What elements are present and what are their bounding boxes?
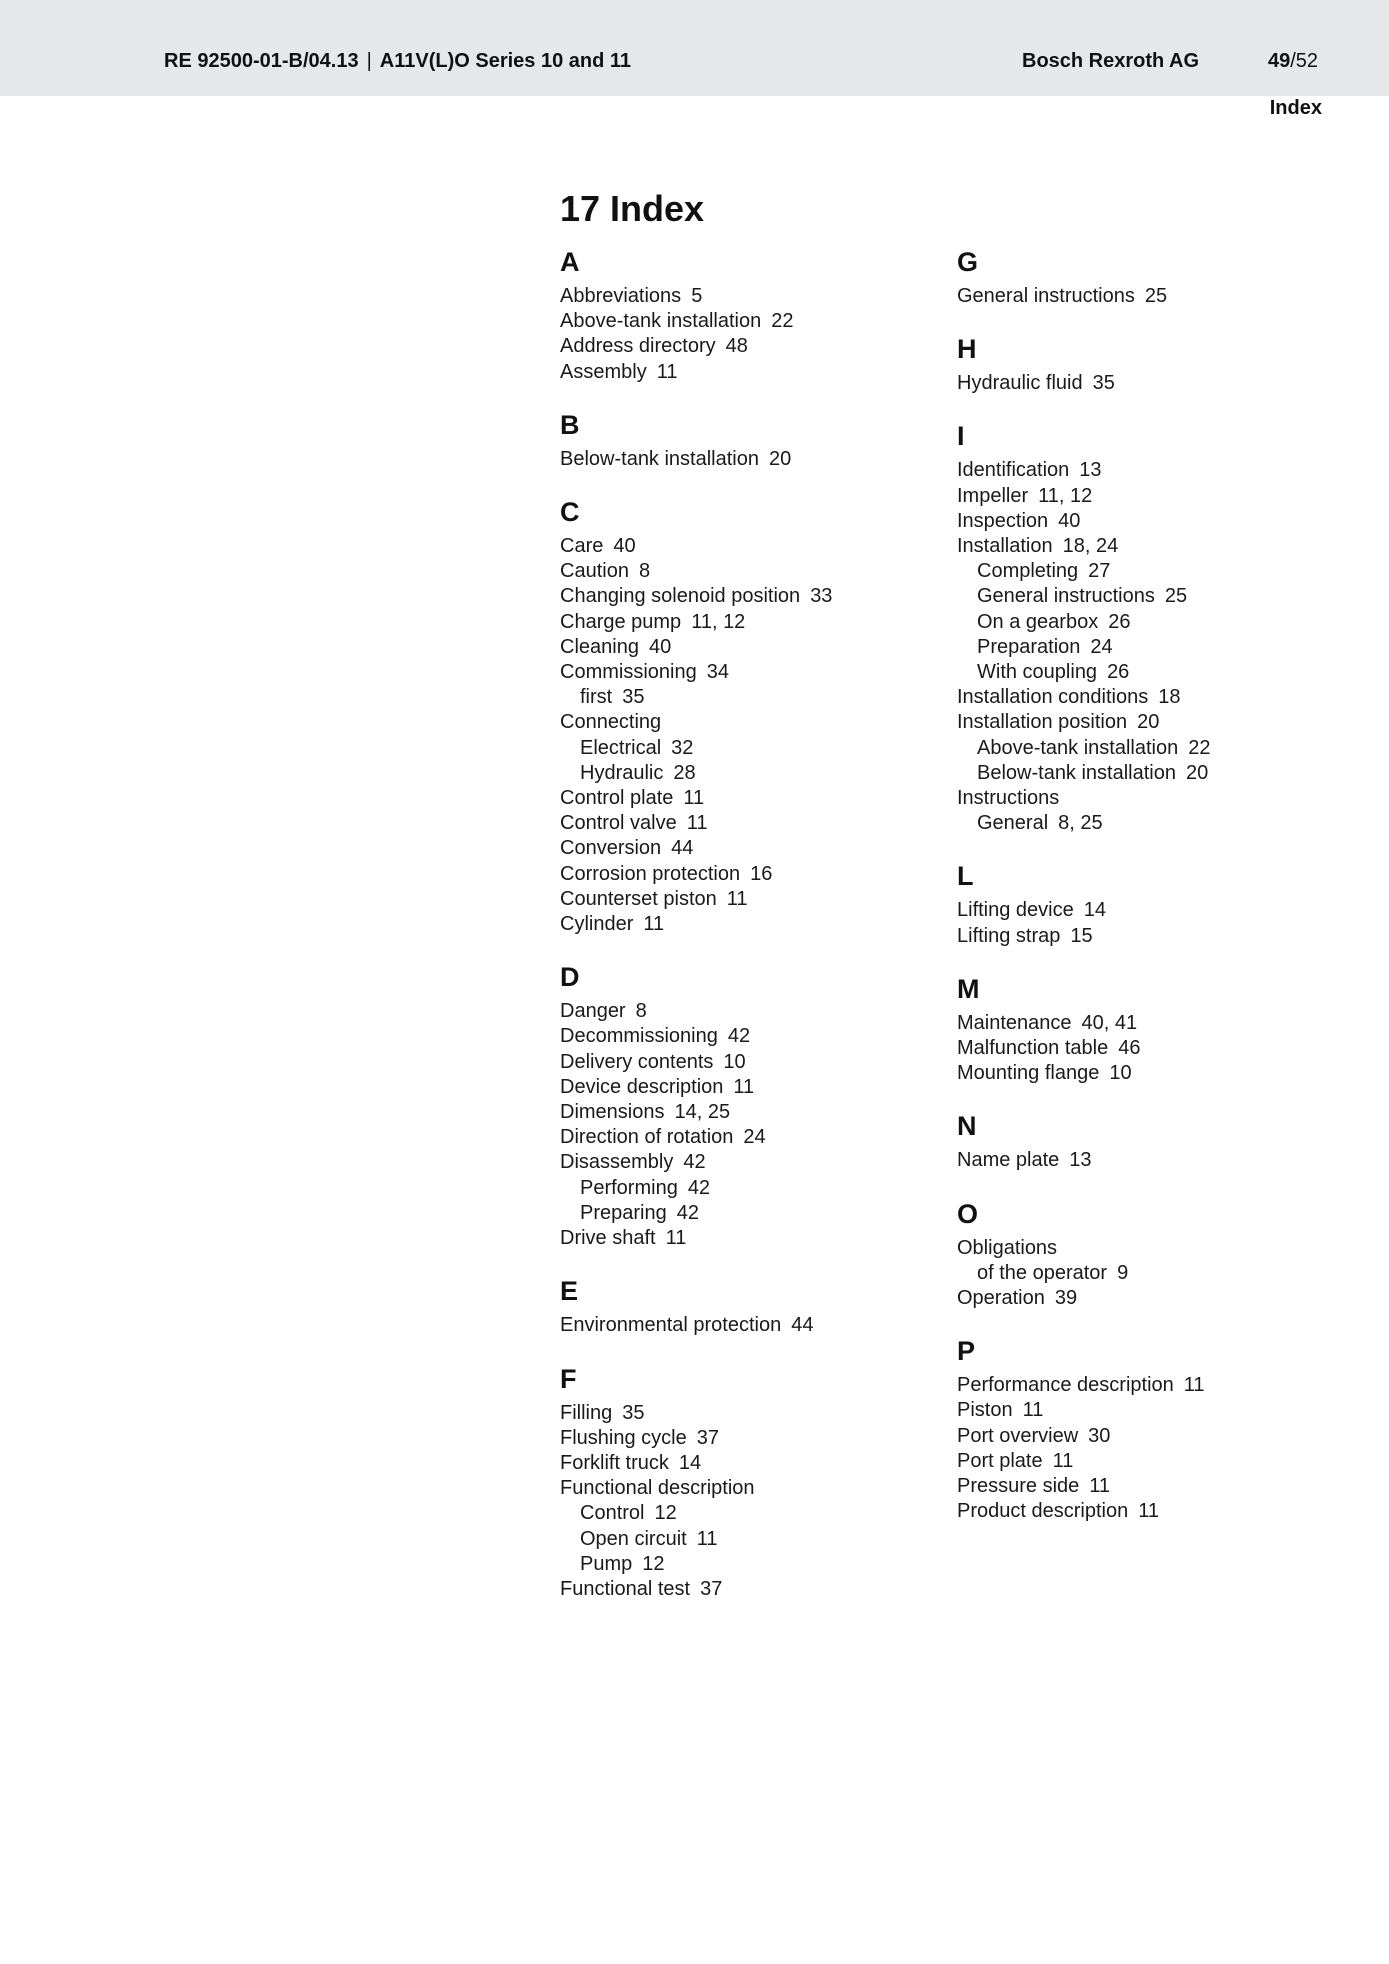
index-letter-heading: B [560,409,580,440]
index-letter-heading: C [560,497,580,528]
index-term: Device description [560,1075,724,1098]
index-term: Mounting flange [957,1062,1100,1085]
index-page-ref: 35 [1092,372,1115,395]
index-term: Hydraulic [580,761,664,784]
index-page-ref: 22 [1188,736,1211,759]
index-subentry [957,736,1210,761]
index-entry [560,1313,832,1338]
index-page-ref: 8, 25 [1058,812,1103,835]
index-page-ref: 34 [706,661,729,684]
product-name: A11V(L)O Series 10 and 11 [379,50,632,72]
index-entry [560,660,832,685]
index-term: Hydraulic fluid [957,372,1083,395]
index-entry [560,1024,832,1049]
index-subentry [560,761,832,786]
index-page-ref: 20 [1186,761,1209,784]
index-group-g [957,246,1210,309]
index-entry [957,924,1210,949]
index-page-ref: 14 [1083,899,1106,922]
index-page-ref: 10 [1109,1062,1132,1085]
index-page-ref: 11 [1022,1399,1044,1422]
index-entry [560,534,832,559]
index-page-ref: 48 [725,335,748,358]
index-entry [560,811,832,836]
index-letter-heading: M [957,973,980,1004]
index-page-ref: 11 [1089,1475,1111,1498]
index-term: Below-tank installation [560,447,759,470]
index-group-c [560,496,832,937]
index-page-ref: 11 [643,913,665,936]
index-term: Delivery contents [560,1050,714,1073]
index-column-right [957,246,1210,1549]
index-page-ref: 26 [1108,610,1131,633]
index-entry [560,1401,832,1426]
index-page-ref: 26 [1107,661,1130,684]
index-term: Control plate [560,787,674,810]
index-group-m [957,973,1210,1087]
index-entry [560,862,832,887]
index-term: Port overview [957,1424,1079,1447]
index-group-a [560,246,832,385]
index-entry [957,371,1210,396]
index-group-p [957,1335,1210,1524]
page-total: /52 [1290,50,1319,72]
index-page-ref: 11, 12 [1038,484,1093,507]
page-current: 49 [1268,50,1291,72]
index-page-ref: 13 [1069,1149,1092,1172]
index-term: Electrical [580,736,662,759]
index-term: Abbreviations [560,285,682,307]
index-page-ref: 16 [750,862,773,885]
index-subentry [560,1501,832,1526]
index-letter-heading: F [560,1363,577,1394]
index-group-n [957,1110,1210,1173]
index-entry [560,559,832,584]
index-letter-heading: P [957,1336,976,1367]
index-page-ref: 42 [687,1176,711,1199]
index-page-ref: 11 [1138,1500,1159,1523]
index-page-ref: 44 [671,837,694,860]
index-entry [560,887,832,912]
index-entry [560,1451,832,1476]
index-term: Open circuit [580,1527,687,1550]
index-term: Obligations [957,1236,1058,1259]
header-document-info [164,50,631,73]
index-entry [560,836,832,861]
index-term: Flushing cycle [560,1426,687,1449]
index-entry [957,1011,1210,1036]
index-entry [957,1286,1210,1311]
index-entry [957,534,1210,559]
index-term: Filling [560,1401,613,1424]
index-entry [560,1075,832,1100]
index-page-ref: 39 [1054,1287,1078,1310]
index-group-o [957,1198,1210,1312]
index-page-ref: 40 [648,635,672,658]
index-term: Malfunction table [957,1037,1109,1060]
index-entry [957,710,1210,735]
index-page-ref: 24 [1090,635,1113,658]
index-term: General [977,812,1049,835]
index-subentry [957,761,1210,786]
index-entry [560,309,832,334]
index-page-ref: 28 [673,761,696,784]
index-entry [957,1373,1210,1398]
section-label: Index [1269,97,1322,119]
index-term: Pressure side [957,1475,1080,1498]
header-separator: | [366,50,372,72]
index-term: Counterset piston [560,887,717,910]
index-term: Address directory [560,335,716,358]
index-page-ref: 37 [696,1426,719,1449]
index-page-ref: 11 [686,812,708,835]
index-page-ref: 12 [642,1552,665,1575]
index-term: Disassembly [560,1151,674,1174]
index-entry [560,1150,832,1175]
index-entry [957,1398,1210,1423]
index-entry [957,284,1210,309]
index-term: Performance description [957,1374,1174,1397]
index-page-ref: 11 [696,1527,718,1550]
index-page-ref: 35 [622,1401,645,1424]
index-term: Operation [957,1287,1045,1310]
index-page-ref: 44 [791,1314,814,1337]
index-page-ref: 20 [769,447,792,470]
index-term: Assembly [560,360,647,383]
index-term: Instructions [957,787,1060,810]
chapter-title: 17 Index [560,188,705,229]
index-term: Preparation [977,635,1081,658]
index-entry [560,447,832,472]
index-group-b [560,409,832,472]
index-term: Corrosion protection [560,862,741,885]
index-term: Inspection [957,509,1049,532]
index-entry [957,1474,1210,1499]
index-term: Dimensions [560,1101,665,1124]
index-term: Installation conditions [957,686,1149,709]
index-page-ref: 40 [1058,509,1081,532]
index-term: Conversion [560,837,662,860]
index-term: Charge pump [560,610,682,633]
index-page-ref: 25 [1164,585,1188,608]
index-page-ref: 40 [613,535,636,558]
index-page-ref: 46 [1118,1037,1141,1060]
index-term: Impeller [957,484,1029,507]
index-page-ref: 14, 25 [674,1101,731,1124]
index-group-e [560,1275,832,1338]
index-page-ref: 37 [700,1577,723,1600]
index-term: Commissioning [560,661,697,684]
index-page-ref: 5 [691,285,703,307]
index-term: Preparing [580,1201,667,1224]
index-entry [957,1499,1210,1524]
index-group-f [560,1363,832,1603]
index-entry [560,635,832,660]
index-term: Drive shaft [560,1227,656,1250]
index-term: Identification [957,459,1070,482]
index-group-h [957,333,1210,396]
index-page-ref: 20 [1137,711,1160,734]
index-page-ref: 11 [683,787,705,810]
index-page-ref: 11 [733,1075,755,1098]
index-page-ref: 18, 24 [1062,535,1119,558]
index-entry [957,1449,1210,1474]
index-page-ref: 18 [1158,686,1181,709]
index-page-ref: 22 [771,310,794,333]
index-entry [560,1125,832,1150]
index-page-ref: 8 [635,1000,647,1023]
index-subentry [957,660,1210,685]
index-subentry [957,584,1210,609]
index-group-i [957,420,1210,836]
index-page-ref: 40, 41 [1081,1011,1138,1034]
index-term: Installation position [957,711,1128,734]
index-subentry [560,736,832,761]
index-term: Direction of rotation [560,1126,734,1149]
index-page-ref: 33 [810,585,833,608]
index-subentry [560,685,832,710]
index-subentry [957,635,1210,660]
index-entry [957,786,1210,811]
index-letter-heading: L [957,861,974,892]
index-term: Lifting device [957,899,1074,922]
index-page-ref: 11 [1183,1374,1205,1397]
index-term: Name plate [957,1149,1060,1172]
page-header [0,0,1389,96]
index-term: Piston [957,1399,1013,1422]
index-term: Port plate [957,1449,1043,1472]
index-entry [560,1426,832,1451]
index-page-ref: 14 [678,1451,702,1474]
index-subentry [560,1201,832,1226]
index-page-ref: 32 [671,736,694,759]
index-term: On a gearbox [977,610,1099,633]
index-page-ref: 42 [727,1025,751,1048]
index-page-ref: 11, 12 [691,610,746,633]
index-page-ref: 35 [622,686,645,709]
index-term: Caution [560,560,629,583]
index-term: General instructions [957,285,1135,307]
index-term: Lifting strap [957,924,1061,947]
index-term: Above-tank installation [560,310,762,333]
index-page-ref: 12 [654,1502,677,1525]
index-term: Control valve [560,812,677,835]
index-term: General instructions [977,585,1155,608]
index-term: Care [560,535,604,558]
index-page-ref: 10 [723,1050,746,1073]
index-page-ref: 13 [1079,459,1102,482]
index-entry [560,710,832,735]
index-letter-heading: D [560,962,580,993]
index-term: Functional test [560,1577,691,1600]
index-letter-heading: A [560,247,580,277]
index-entry [560,1577,832,1602]
index-entry [560,284,832,309]
index-page-ref: 30 [1088,1424,1111,1447]
index-page-ref: 27 [1088,560,1111,583]
index-term: Control [580,1502,645,1525]
index-term: With coupling [977,661,1098,684]
index-entry [957,898,1210,923]
index-page-ref: 11 [665,1227,687,1250]
index-page-ref: 11 [1052,1449,1074,1472]
index-page-ref: 24 [743,1126,766,1149]
index-entry [957,685,1210,710]
index-letter-heading: G [957,247,979,277]
index-term: Pump [580,1552,633,1575]
index-term: Danger [560,1000,626,1023]
index-subentry [957,559,1210,584]
index-term: of the operator [977,1261,1108,1284]
index-term: Below-tank installation [977,761,1176,784]
index-entry [957,1236,1210,1261]
index-page-ref: 9 [1117,1261,1129,1284]
index-subentry [560,1527,832,1552]
index-entry [560,999,832,1024]
index-term: Environmental protection [560,1314,782,1337]
index-entry [957,1424,1210,1449]
index-term: Above-tank installation [977,736,1179,759]
index-column-left [560,246,832,1626]
index-letter-heading: E [560,1276,579,1307]
index-entry [957,1036,1210,1061]
index-letter-heading: O [957,1198,979,1229]
index-page-ref: 11 [726,887,748,910]
index-term: first [580,686,613,709]
index-entry [560,360,832,385]
index-term: Cleaning [560,635,639,658]
index-entry [560,1100,832,1125]
index-term: Decommissioning [560,1025,718,1048]
document-id: RE 92500-01-B/04.13 [164,50,359,72]
index-page-ref: 42 [683,1151,706,1174]
index-subentry [957,1261,1210,1286]
index-term: Completing [977,560,1079,583]
index-subentry [560,1176,832,1201]
index-group-d [560,961,832,1251]
index-entry [957,509,1210,534]
index-entry [560,1476,832,1501]
index-page-ref: 25 [1144,285,1168,307]
index-entry [560,912,832,937]
index-page-ref: 11 [656,360,678,383]
index-page-ref: 8 [638,560,651,583]
index-term: Changing solenoid position [560,585,801,608]
index-term: Cylinder [560,913,634,936]
page-number [1268,50,1318,73]
index-group-l [957,860,1210,948]
index-entry [957,1148,1210,1173]
index-letter-heading: N [957,1111,977,1142]
index-entry [957,484,1210,509]
index-entry [560,334,832,359]
index-entry [560,584,832,609]
index-letter-heading: I [957,421,965,452]
index-term: Functional description [560,1477,755,1500]
index-entry [957,458,1210,483]
index-entry [957,1061,1210,1086]
index-term: Installation [957,535,1053,558]
index-entry [560,1226,832,1251]
index-entry [560,786,832,811]
index-term: Forklift truck [560,1451,669,1474]
index-letter-heading: H [957,334,977,365]
index-term: Connecting [560,711,662,734]
index-term: Product description [957,1500,1129,1523]
index-entry [560,610,832,635]
index-page-ref: 42 [676,1201,699,1224]
index-subentry [957,610,1210,635]
index-term: Maintenance [957,1011,1072,1034]
company-name: Bosch Rexroth AG [1022,50,1200,72]
index-term: Performing [580,1176,678,1199]
index-subentry [560,1552,832,1577]
index-page-ref: 15 [1070,924,1093,947]
index-entry [560,1050,832,1075]
index-subentry [957,811,1210,836]
